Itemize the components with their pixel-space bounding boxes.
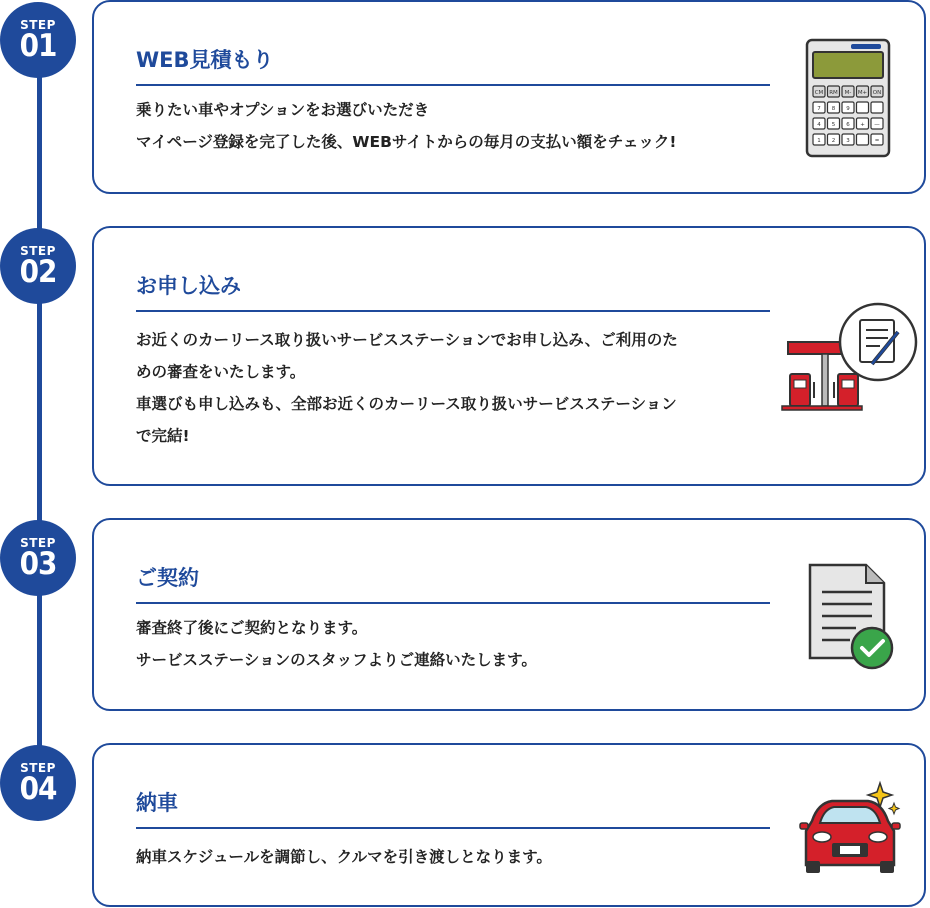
step-title: 納車 [136, 791, 178, 815]
step-card-02 [92, 226, 926, 486]
step-badge-03 [0, 520, 76, 596]
step-badge-04 [0, 745, 76, 821]
step-badge-01 [0, 2, 76, 78]
calculator-key-label: 5 [831, 122, 836, 128]
description-line: で完結! [136, 427, 190, 445]
calculator-key-label: 1 [817, 138, 821, 144]
calculator-icon [805, 38, 891, 162]
step-label: STEP [20, 18, 56, 32]
calculator-key-label: 2 [831, 138, 836, 144]
calculator-key-label: 9 [846, 106, 850, 112]
title-divider [136, 827, 770, 829]
title-divider [136, 310, 770, 312]
calculator-key [857, 134, 869, 145]
calculator-key-label: 4 [817, 122, 821, 128]
step-number: 03 [19, 546, 57, 582]
calculator-key-label: = [874, 138, 880, 144]
description-line: マイページ登録を完了した後、WEBサイトからの毎月の支払い額をチェック! [136, 133, 677, 151]
description-line: 納車スケジュールを調節し、クルマを引き渡しとなります。 [136, 848, 552, 866]
red-car-icon [798, 779, 902, 881]
step-title: WEB見積もり [136, 48, 274, 72]
step-label: STEP [20, 761, 56, 775]
calculator-key-label: ON [872, 90, 882, 96]
calculator-key [871, 102, 883, 113]
step-title: ご契約 [136, 566, 199, 590]
step-description [136, 841, 770, 873]
step-card-01 [92, 0, 926, 194]
title-divider [136, 84, 770, 86]
step-description [136, 612, 770, 676]
calculator-key-label: 7 [817, 106, 821, 112]
calculator-key-label: — [874, 122, 880, 128]
gas-station-application-icon [780, 302, 922, 418]
step-description [136, 324, 770, 452]
calculator-key-label: M- [844, 90, 852, 96]
step-card-04 [92, 743, 926, 907]
step-label: STEP [20, 536, 56, 550]
calculator-key-label: 8 [831, 106, 836, 112]
step-label: STEP [20, 244, 56, 258]
step-number: 01 [19, 28, 57, 64]
calculator-key-label: RM [829, 90, 838, 96]
step-title: お申し込み [136, 274, 241, 298]
step-badge-02 [0, 228, 76, 304]
description-line: サービスステーションのスタッフよりご連絡いたします。 [136, 651, 537, 669]
calculator-key-label: M+ [857, 90, 868, 96]
calculator-key-label: 3 [846, 138, 850, 144]
calculator-key-label: + [860, 122, 865, 128]
description-line: 車選びも申し込みも、全部お近くのカーリース取り扱いサービスステーション [136, 395, 677, 413]
description-line: 審査終了後にご契約となります。 [136, 619, 368, 637]
description-line: お近くのカーリース取り扱いサービスステーションでお申し込み、ご利用のた [136, 331, 678, 349]
calculator-key-label: CM [814, 90, 824, 96]
step-description [136, 94, 770, 158]
description-line: 乗りたい車やオプションをお選びいただき [136, 101, 430, 119]
contract-document-check-icon [806, 562, 896, 674]
description-line: めの審査をいたします。 [136, 363, 306, 381]
calculator-key [857, 102, 869, 113]
title-divider [136, 602, 770, 604]
step-number: 02 [19, 254, 57, 290]
timeline-line [37, 40, 42, 800]
step-number: 04 [19, 771, 57, 807]
calculator-key-label: 6 [846, 122, 850, 128]
step-card-03 [92, 518, 926, 711]
